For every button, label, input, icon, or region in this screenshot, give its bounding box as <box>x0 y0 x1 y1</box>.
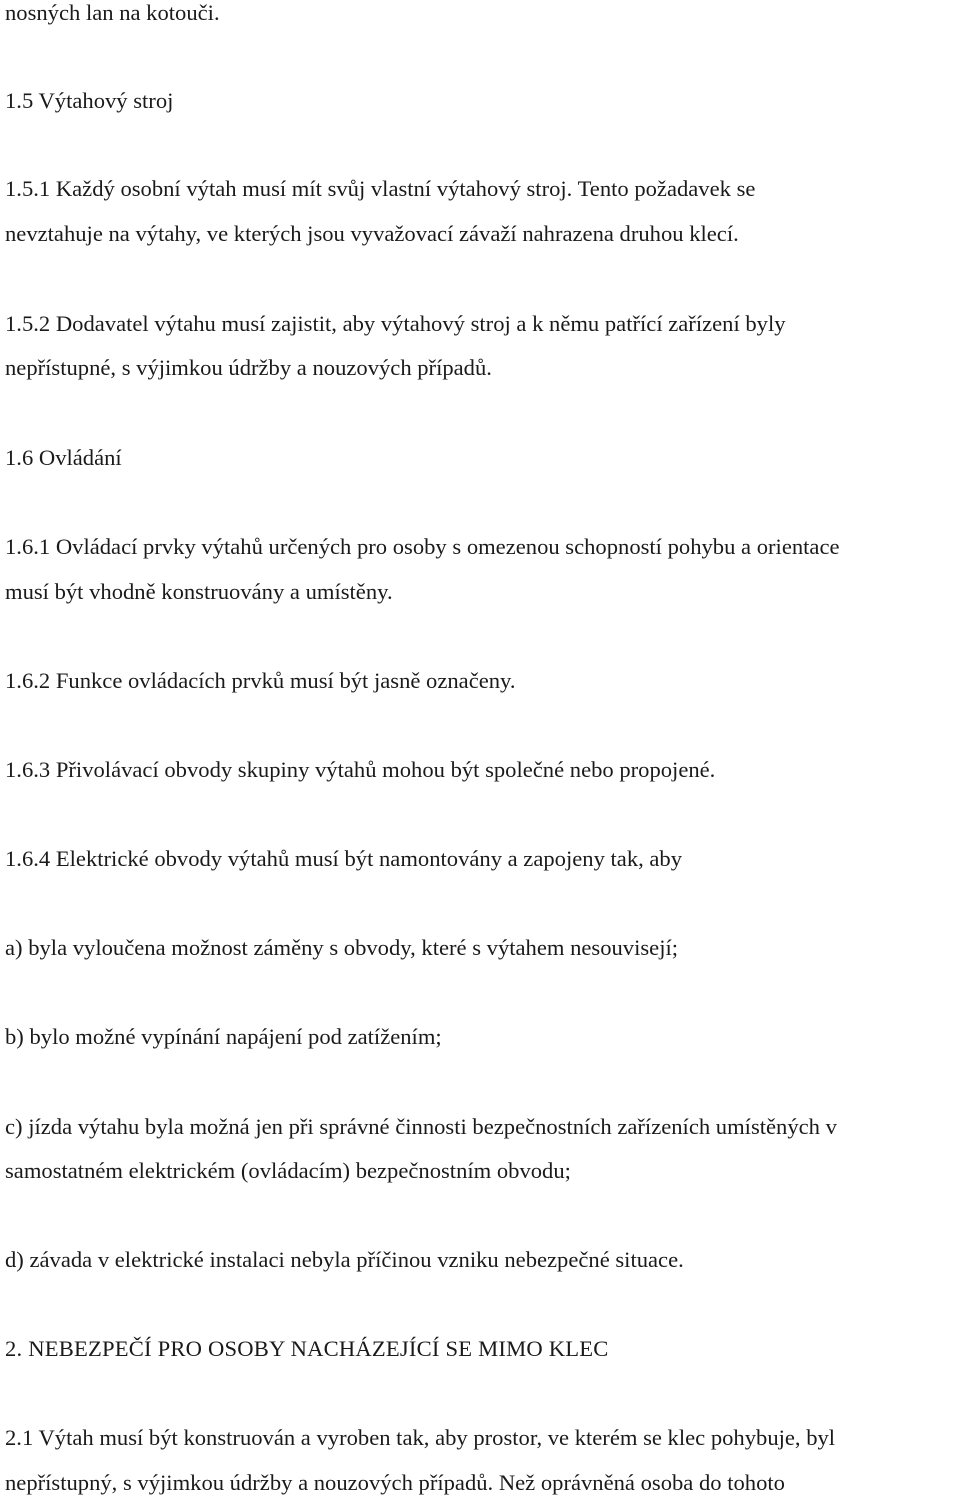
list-item-c: c) jízda výtahu byla možná jen při správné činnosti bezpečnostních zařízeních umístěných v <box>5 1114 837 1139</box>
list-item-a: a) byla vyloučena možnost záměny s obvody, které s výtahem nesouvisejí; <box>5 935 679 960</box>
text-line: 1.6.1 Ovládací prvky výtahů určených pro osoby s omezenou schopností pohybu a orientace <box>5 534 840 559</box>
chapter-heading: 2. NEBEZPEČÍ PRO OSOBY NACHÁZEJÍCÍ SE MIMO KLEC <box>5 1336 609 1361</box>
text-line: 1.5.1 Každý osobní výtah musí mít svůj vlastní výtahový stroj. Tento požadavek se <box>5 176 756 201</box>
text-line: 1.6.3 Přivolávací obvody skupiny výtahů mohou být společné nebo propojené. <box>5 757 716 782</box>
section-heading: 1.6 Ovládání <box>5 445 122 470</box>
text-line: nepřístupné, s výjimkou údržby a nouzových případů. <box>5 355 492 380</box>
section-heading: 1.5 Výtahový stroj <box>5 88 174 113</box>
list-item-b: b) bylo možné vypínání napájení pod zatížením; <box>5 1024 442 1049</box>
text-line: nepřístupný, s výjimkou údržby a nouzových případů. Než oprávněná osoba do tohoto <box>5 1470 785 1495</box>
text-line: 1.6.4 Elektrické obvody výtahů musí být namontovány a zapojeny tak, aby <box>5 846 683 871</box>
text-line: 1.5.2 Dodavatel výtahu musí zajistit, aby výtahový stroj a k němu patřící zařízení byly <box>5 311 786 336</box>
text-line: 2.1 Výtah musí být konstruován a vyroben tak, aby prostor, ve kterém se klec pohybuje, byl <box>5 1425 836 1450</box>
list-item-d: d) závada v elektrické instalaci nebyla příčinou vzniku nebezpečné situace. <box>5 1247 684 1272</box>
text-line: 1.6.2 Funkce ovládacích prvků musí být jasně označeny. <box>5 668 516 693</box>
text-line: nevztahuje na výtahy, ve kterých jsou vyvažovací závaží nahrazena druhou klecí. <box>5 221 739 246</box>
list-item-c-continued: samostatném elektrickém (ovládacím) bezpečnostním obvodu; <box>5 1158 571 1183</box>
text-line: musí být vhodně konstruovány a umístěny. <box>5 579 393 604</box>
text-line: nosných lan na kotouči. <box>5 0 220 25</box>
